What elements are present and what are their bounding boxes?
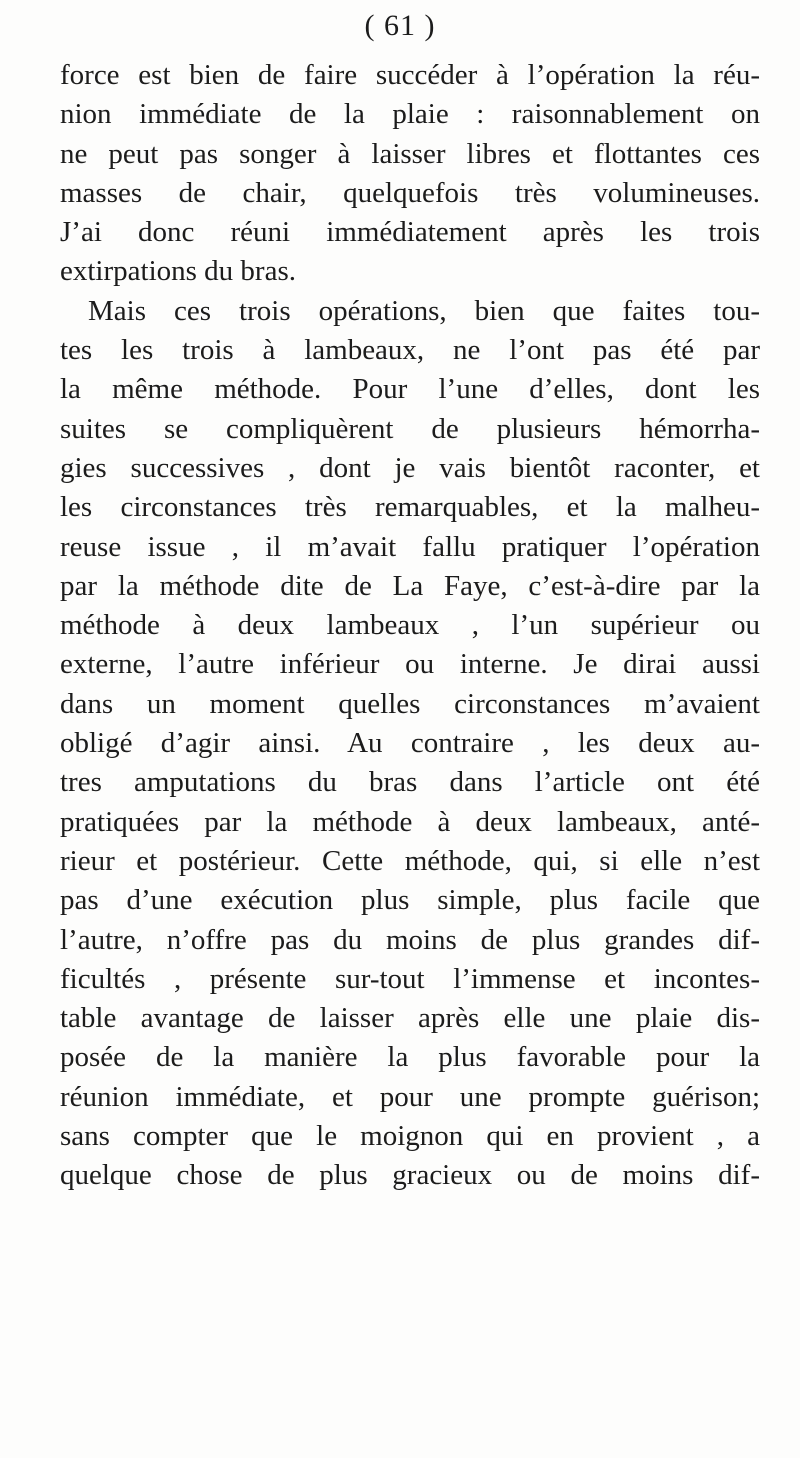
text-line: posée de la manière la plus favorable pour la [60, 1041, 760, 1074]
text-line: suites se compliquèrent de plusieurs hémorrha- [60, 412, 760, 445]
text-line: quelque chose de plus gracieux ou de moins dif- [60, 1159, 760, 1192]
text-line: sans compter que le moignon qui en provient , a [60, 1120, 760, 1153]
body-text [60, 56, 760, 1196]
text-line: la même méthode. Pour l’une d’elles, dont les [60, 373, 760, 406]
text-line: pratiquées par la méthode à deux lambeaux, anté- [60, 805, 760, 838]
text-line: force est bien de faire succéder à l’opération la réu- [60, 59, 760, 91]
text-line: réunion immédiate, et pour une prompte guérison; [60, 1080, 760, 1113]
text-line: ne peut pas songer à laisser libres et flottantes ces [60, 137, 760, 170]
text-line: les circonstances très remarquables, et la malheu- [60, 491, 760, 524]
text-line: gies successives , dont je vais bientôt raconter, et [60, 451, 760, 484]
text-line: extirpations du bras. [60, 255, 296, 288]
text-line: table avantage de laisser après elle une plaie dis- [60, 1002, 760, 1035]
text-line: Mais ces trois opérations, bien que faites tou- [88, 294, 760, 327]
text-line: externe, l’autre inférieur ou interne. Je dirai aussi [60, 648, 760, 681]
text-line: méthode à deux lambeaux , l’un supérieur ou [60, 609, 760, 642]
text-line: pas d’une exécution plus simple, plus facile que [60, 884, 760, 917]
text-line: par la méthode dite de La Faye, c’est-à-dire par la [60, 569, 760, 602]
text-line: rieur et postérieur. Cette méthode, qui, si elle n’est [60, 844, 760, 877]
page-number-header: ( 61 ) [364, 9, 436, 42]
text-line: reuse issue , il m’avait fallu pratiquer l’opération [60, 530, 760, 563]
text-line: nion immédiate de la plaie : raisonnablement on [60, 98, 760, 131]
text-line: obligé d’agir ainsi. Au contraire , les deux au- [60, 727, 760, 760]
text-line: tres amputations du bras dans l’article ont été [60, 766, 760, 799]
text-line: tes les trois à lambeaux, ne l’ont pas été par [60, 334, 760, 367]
text-line: dans un moment quelles circonstances m’avaient [60, 687, 760, 720]
text-line: ficultés , présente sur-tout l’immense et incontes- [60, 962, 760, 995]
text-line: masses de chair, quelquefois très volumineuses. [60, 176, 760, 209]
text-line: l’autre, n’offre pas du moins de plus grandes dif- [60, 923, 760, 956]
text-line: J’ai donc réuni immédiatement après les trois [60, 216, 760, 249]
